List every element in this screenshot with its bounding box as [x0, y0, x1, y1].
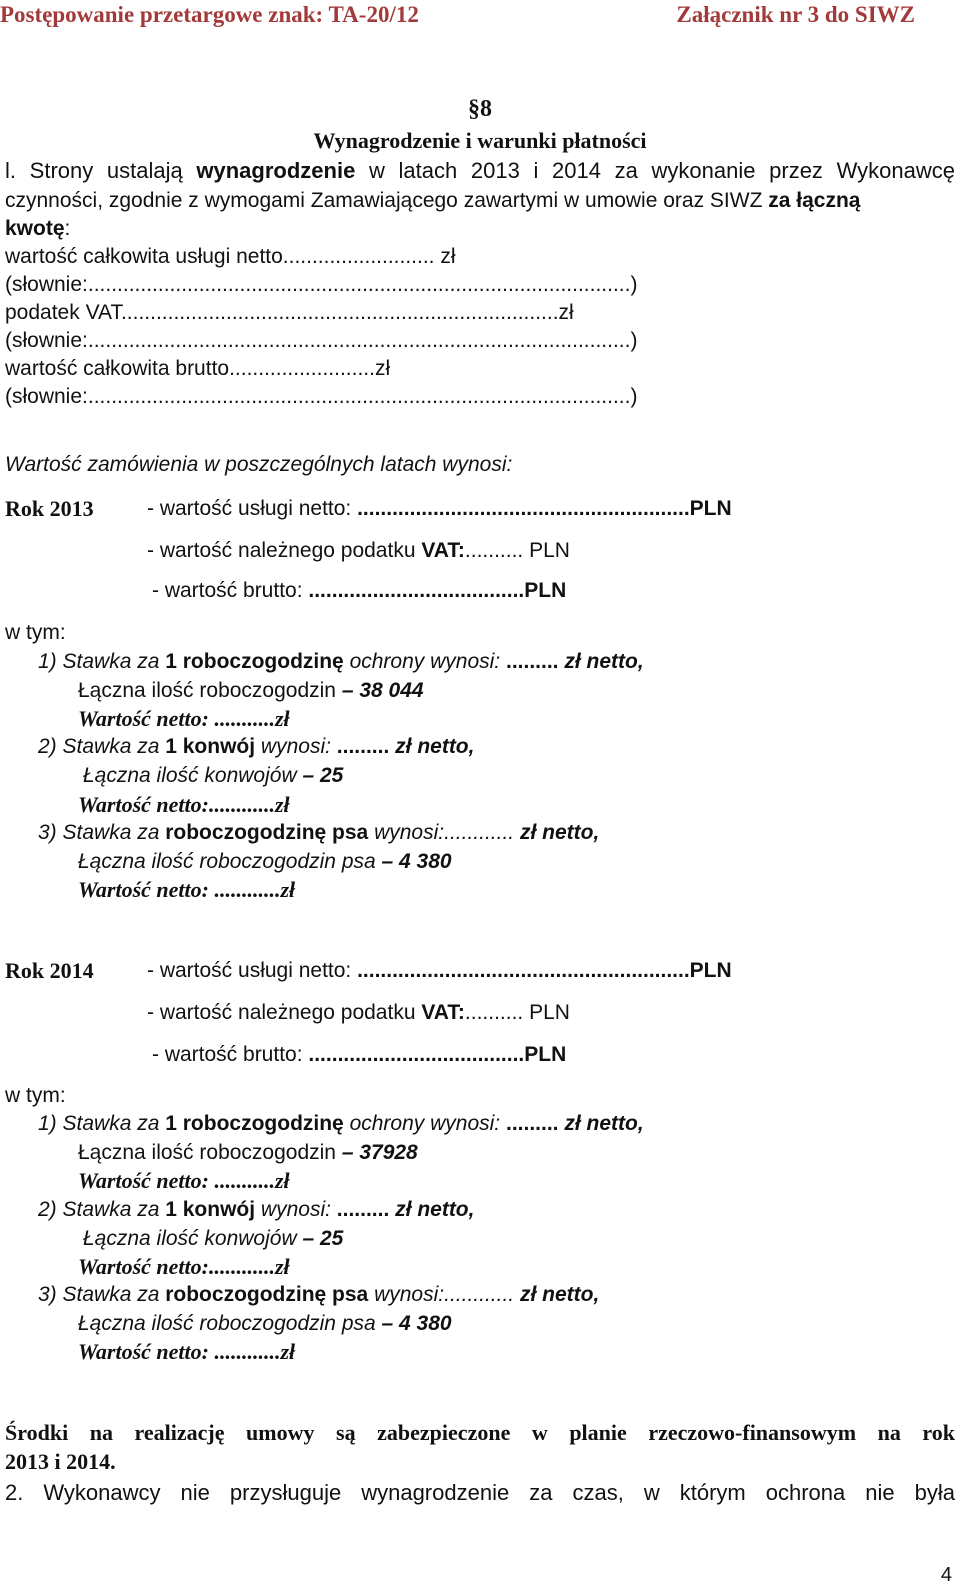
slownie-line-2: (słownie:.............................................................................................): [5, 329, 638, 352]
text: ochrony wynosi:: [343, 650, 506, 673]
text: ............: [444, 821, 515, 844]
text: - wartość usługi netto:: [147, 497, 358, 520]
text: PLN: [523, 1001, 570, 1024]
header-attachment: Załącznik nr 3 do SIWZ: [676, 2, 915, 27]
text: Łączna ilość konwojów: [83, 764, 303, 787]
text-bold: zł netto,: [514, 1283, 600, 1306]
text-bold: 1 roboczogodzinę: [165, 650, 344, 673]
text: - wartość brutto:: [152, 1043, 309, 1066]
netto-total-line: wartość całkowita usługi netto.......................... zł: [5, 245, 456, 268]
funding-note-line2: 2013 i 2014.: [5, 1449, 116, 1474]
y2014-item2-value: Wartość netto:............zł: [78, 1254, 290, 1279]
text-bold: zł netto,: [389, 735, 475, 758]
y2014-brutto: [152, 1042, 566, 1068]
text: 1) Stawka za: [38, 1112, 166, 1135]
y2014-item3-qty: [78, 1311, 452, 1337]
text-bold: – 25: [302, 1227, 344, 1250]
y2014-item2-qty: [83, 1226, 343, 1252]
text: - wartość brutto:: [152, 579, 309, 602]
text: w latach 2013 i 2014 za wykonanie przez Wykonawcę: [355, 158, 955, 183]
text-bold: .........................................................PLN: [357, 497, 732, 520]
y2013-netto: [147, 496, 732, 522]
para1-line3: [5, 216, 70, 242]
y2013-item3-value: Wartość netto: ............zł: [78, 877, 296, 902]
para1-line2: [5, 188, 860, 214]
section-title: Wynagrodzenie i warunki płatności: [313, 128, 647, 153]
text: wynosi:: [368, 1283, 445, 1306]
text: l. Strony ustalają: [5, 158, 197, 183]
text: wynosi:: [368, 821, 445, 844]
text-bold: – 25: [302, 764, 344, 787]
y2014-vat: [147, 1000, 570, 1026]
y2014-item1: [38, 1111, 644, 1137]
header-tender-ref: Postępowanie przetargowe znak: TA-20/12: [0, 2, 419, 27]
y2014-item3: [38, 1282, 599, 1308]
text: ..........: [464, 1001, 524, 1024]
text-bold: zł netto,: [558, 650, 644, 673]
page-header: [0, 0, 960, 36]
y2013-item1-qty: [78, 678, 424, 704]
y2013-item1-value: Wartość netto: ...........zł: [78, 706, 290, 731]
y2013-item2-qty: [83, 763, 343, 789]
text: czynności, zgodnie z wymogami Zamawiającego zawartymi w umowie oraz SIWZ: [5, 189, 769, 212]
text: 1) Stawka za: [38, 650, 166, 673]
text: :: [64, 217, 71, 240]
text: Łączna ilość roboczogodzin psa: [78, 850, 382, 873]
text: 2) Stawka za: [38, 735, 166, 758]
y2013-item2-value: Wartość netto:............zł: [78, 792, 290, 817]
page-number: 4: [940, 1564, 952, 1586]
year-2013-label: Rok 2013: [5, 496, 94, 521]
y2014-item1-value: Wartość netto: ...........zł: [78, 1168, 290, 1193]
text-bold: .....................................PLN: [308, 1043, 567, 1066]
text-bold: .....................................PLN: [308, 579, 567, 602]
y2014-netto: [147, 958, 732, 984]
text-bold: – 37928: [341, 1141, 418, 1164]
year-2014-label: Rok 2014: [5, 958, 94, 983]
brutto-total-line: wartość całkowita brutto.........................zł: [5, 357, 391, 380]
y2013-brutto: [152, 578, 566, 604]
slownie-line-3: (słownie:.............................................................................................): [5, 385, 638, 408]
text-bold: zł netto,: [558, 1112, 644, 1135]
text: ..........: [464, 539, 524, 562]
text-bold: .........: [505, 1112, 559, 1135]
y2014-wtym: w tym:: [5, 1084, 66, 1107]
text-bold: VAT:: [421, 539, 465, 562]
text: PLN: [523, 539, 570, 562]
y2013-vat: [147, 538, 570, 564]
text: - wartość należnego podatku: [147, 1001, 422, 1024]
text: 3) Stawka za: [38, 1283, 166, 1306]
text: 3) Stawka za: [38, 821, 166, 844]
text-bold: – 38 044: [341, 679, 424, 702]
text-bold: zł netto,: [514, 821, 600, 844]
slownie-line-1: (słownie:.............................................................................................): [5, 273, 638, 296]
y2014-item3-value: Wartość netto: ............zł: [78, 1339, 296, 1364]
text-bold: VAT:: [421, 1001, 465, 1024]
text-bold: wynagrodzenie: [196, 158, 356, 183]
text: Łączna ilość roboczogodzin: [78, 679, 342, 702]
text-bold: 1 konwój: [165, 735, 256, 758]
text-bold: .........: [336, 735, 390, 758]
text: wynosi:: [255, 1198, 337, 1221]
text-bold: .........: [336, 1198, 390, 1221]
vat-line: podatek VAT...........................................................................zł: [5, 301, 574, 324]
text: ............: [444, 1283, 515, 1306]
para2-line1: 2. Wykonawcy nie przysługuje wynagrodzenie za czas, w którym ochrona nie była: [5, 1480, 955, 1505]
text-bold: roboczogodzinę psa: [165, 1283, 369, 1306]
y2013-wtym: w tym:: [5, 621, 66, 644]
text-bold: roboczogodzinę psa: [165, 821, 369, 844]
text: wynosi:: [255, 735, 337, 758]
text-bold: zł netto,: [389, 1198, 475, 1221]
text-bold: 1 konwój: [165, 1198, 256, 1221]
text: 2) Stawka za: [38, 1198, 166, 1221]
section-number: §8: [468, 96, 492, 122]
y2013-item1: [38, 649, 644, 675]
years-intro: Wartość zamówienia w poszczególnych latach wynosi:: [5, 453, 513, 476]
text-bold: – 4 380: [381, 1312, 452, 1335]
text: Łączna ilość konwojów: [83, 1227, 303, 1250]
y2013-item2: [38, 734, 474, 760]
y2013-item3: [38, 820, 599, 846]
text-bold: za łączną: [768, 189, 861, 212]
text: - wartość należnego podatku: [147, 539, 422, 562]
text-bold: .........................................................PLN: [357, 959, 732, 982]
text-bold: 1 roboczogodzinę: [165, 1112, 344, 1135]
text-bold: .........: [505, 650, 559, 673]
text: Łączna ilość roboczogodzin psa: [78, 1312, 382, 1335]
y2014-item1-qty: [78, 1140, 418, 1166]
y2014-item2: [38, 1197, 474, 1223]
y2013-item3-qty: [78, 849, 452, 875]
text: Łączna ilość roboczogodzin: [78, 1141, 342, 1164]
funding-note-line1: Środki na realizację umowy są zabezpieczone w planie rzeczowo-finansowym na rok: [5, 1420, 955, 1445]
text: ochrony wynosi:: [343, 1112, 506, 1135]
text: - wartość usługi netto:: [147, 959, 358, 982]
text-bold: kwotę: [5, 217, 65, 240]
text-bold: – 4 380: [381, 850, 452, 873]
